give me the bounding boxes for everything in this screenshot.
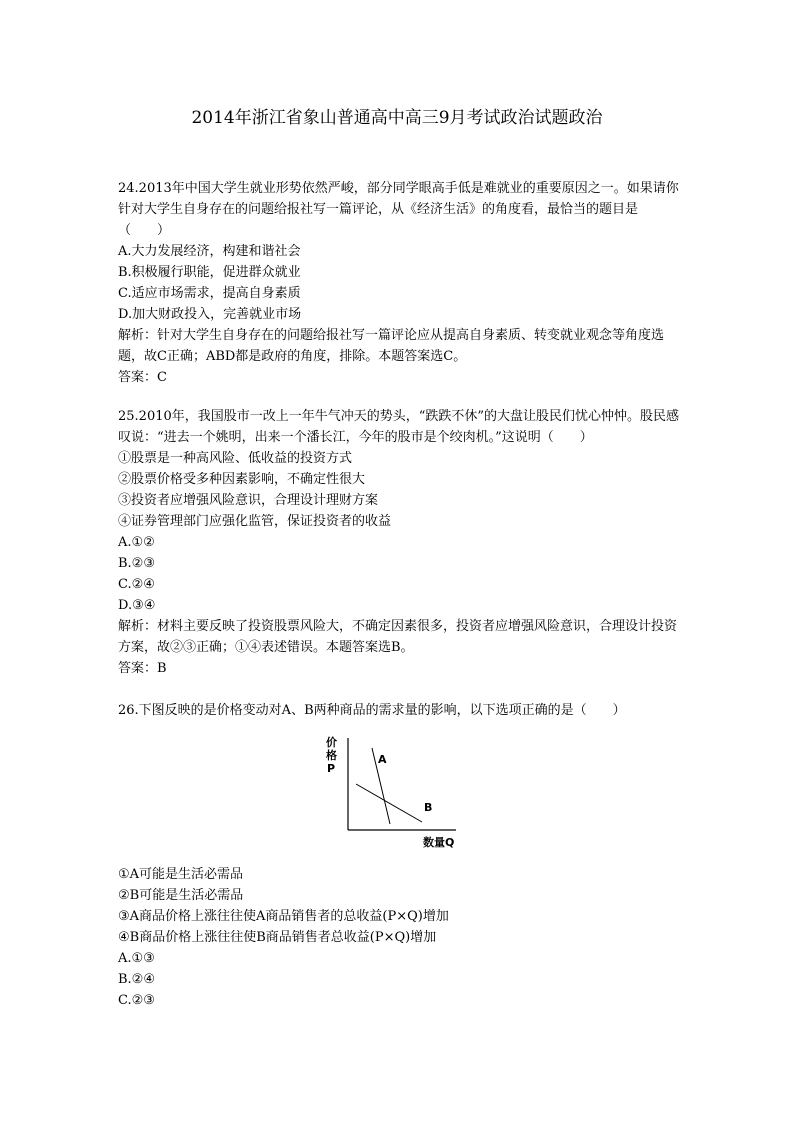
line-a-label: A	[378, 753, 387, 766]
question-25-option-b: B.②③	[118, 556, 155, 571]
question-25-answer: 答案：B	[118, 661, 167, 676]
question-26-statement-2: ②B可能是生活必需品	[118, 888, 244, 903]
demand-curve-diagram	[322, 732, 466, 852]
question-25-statement-3: ③投资者应增强风险意识，合理设计理财方案	[118, 493, 379, 508]
question-26-statement-1: ①A可能是生活必需品	[118, 867, 244, 882]
question-25-statement-2: ②股票价格受多种因素影响，不确定性很大	[118, 472, 366, 487]
question-25-statement-1: ①股票是一种高风险、低收益的投资方式	[118, 451, 353, 466]
question-24-option-b: B.积极履行职能，促进群众就业	[118, 265, 301, 280]
question-24-stem: 24.2013年中国大学生就业形势依然严峻，部分同学眼高手低是难就业的重要原因之一。如果请你针对大学生自身存在的问题给报社写一篇评论，从《经济生活》的角度看，最恰当的题目是 （ ）	[118, 181, 679, 238]
question-26-statement-4: ④B商品价格上涨往往使B商品销售者总收益(P×Q)增加	[118, 930, 437, 945]
question-26-option-c: C.②③	[118, 993, 155, 1008]
question-24-option-d: D.加大财政投入，完善就业市场	[118, 307, 302, 322]
question-25	[118, 406, 683, 679]
question-26	[118, 700, 683, 721]
question-24-option-c: C.适应市场需求，提高自身素质	[118, 286, 301, 301]
page-title: 2014年浙江省象山普通高中高三9月考试政治试题政治	[191, 108, 603, 128]
question-25-option-d: D.③④	[118, 598, 156, 613]
question-25-option-a: A.①②	[118, 535, 155, 550]
x-axis-label: 数量Q	[423, 836, 455, 849]
y-axis-label-char-1: 价	[326, 736, 337, 749]
question-26-statement-3: ③A商品价格上涨往往使A商品销售者的总收益(P×Q)增加	[118, 909, 449, 924]
question-26-choices	[118, 864, 683, 1011]
question-25-option-c: C.②④	[118, 577, 155, 592]
question-25-statement-4: ④证券管理部门应强化监管，保证投资者的收益	[118, 514, 392, 529]
question-26-option-a: A.①③	[118, 951, 155, 966]
demand-line-b	[356, 784, 422, 822]
question-24-answer: 答案：C	[118, 370, 167, 385]
question-24-option-a: A.大力发展经济，构建和谐社会	[118, 244, 301, 259]
line-b-label: B	[424, 801, 433, 814]
question-25-stem: 25.2010年，我国股市一改上一年牛气冲天的势头，“跌跌不休”的大盘让股民们忧心忡忡。股民感叹说：“进去一个姚明，出来一个潘长江，今年的股市是个绞肉机。”这说明（ ）	[118, 409, 680, 445]
question-24-analysis: 解析：针对大学生自身存在的问题给报社写一篇评论应从提高自身素质、转变就业观念等角度选题，故C正确；ABD都是政府的角度，排除。本题答案选C。	[118, 328, 665, 364]
y-axis-label-char-3: P	[327, 762, 336, 775]
question-24	[118, 178, 683, 388]
question-26-option-b: B.②④	[118, 972, 155, 987]
y-axis-label-char-2: 格	[326, 749, 337, 762]
question-26-stem: 26.下图反映的是价格变动对A、B两种商品的需求量的影响，以下选项正确的是（ ）	[118, 703, 626, 718]
question-25-analysis: 解析：材料主要反映了投资股票风险大，不确定因素很多，投资者应增强风险意识，合理设计投资方案，故②③正确；①④表述错误。本题答案选B。	[118, 619, 678, 655]
